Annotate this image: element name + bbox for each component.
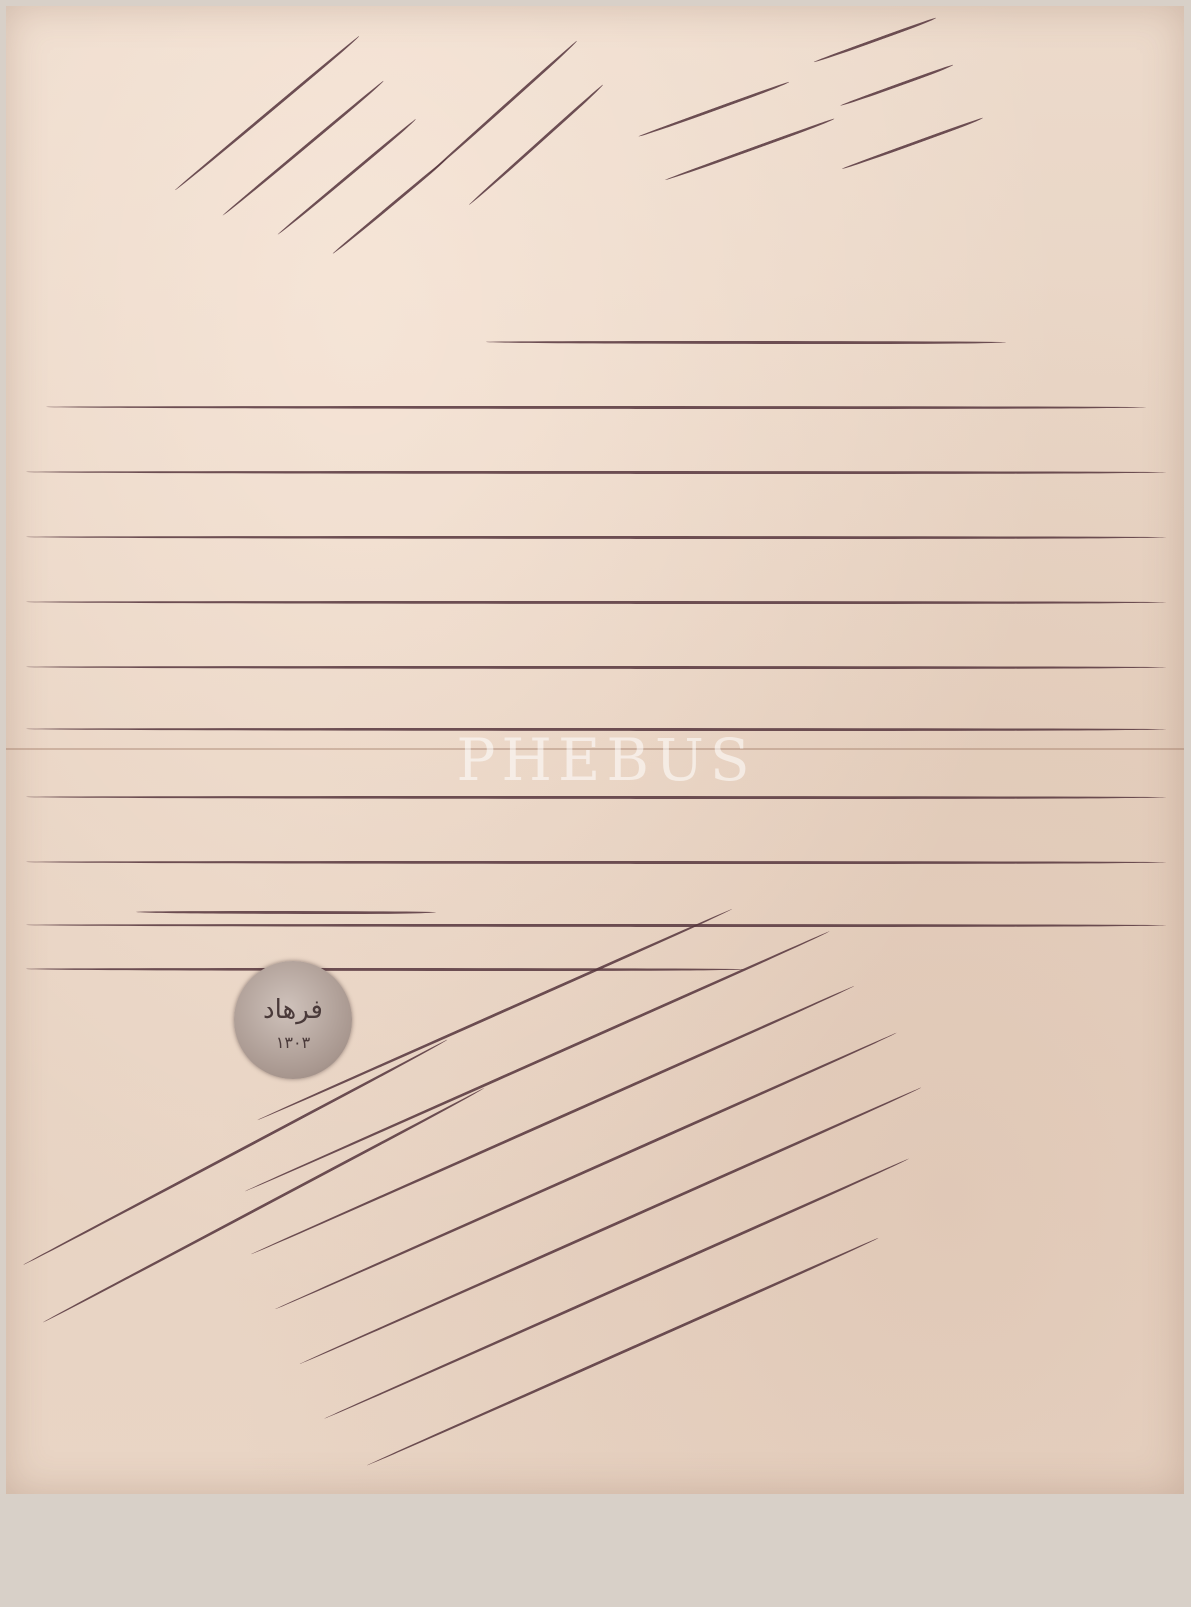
watermark: PHEBUS [456,726,756,794]
letter-page [6,6,1184,1494]
seal-name: فرهاد [263,995,323,1025]
ink-seal [234,961,352,1079]
seal-year: ١٣٠٣ [275,1033,311,1052]
margin-note-right [619,0,1014,318]
